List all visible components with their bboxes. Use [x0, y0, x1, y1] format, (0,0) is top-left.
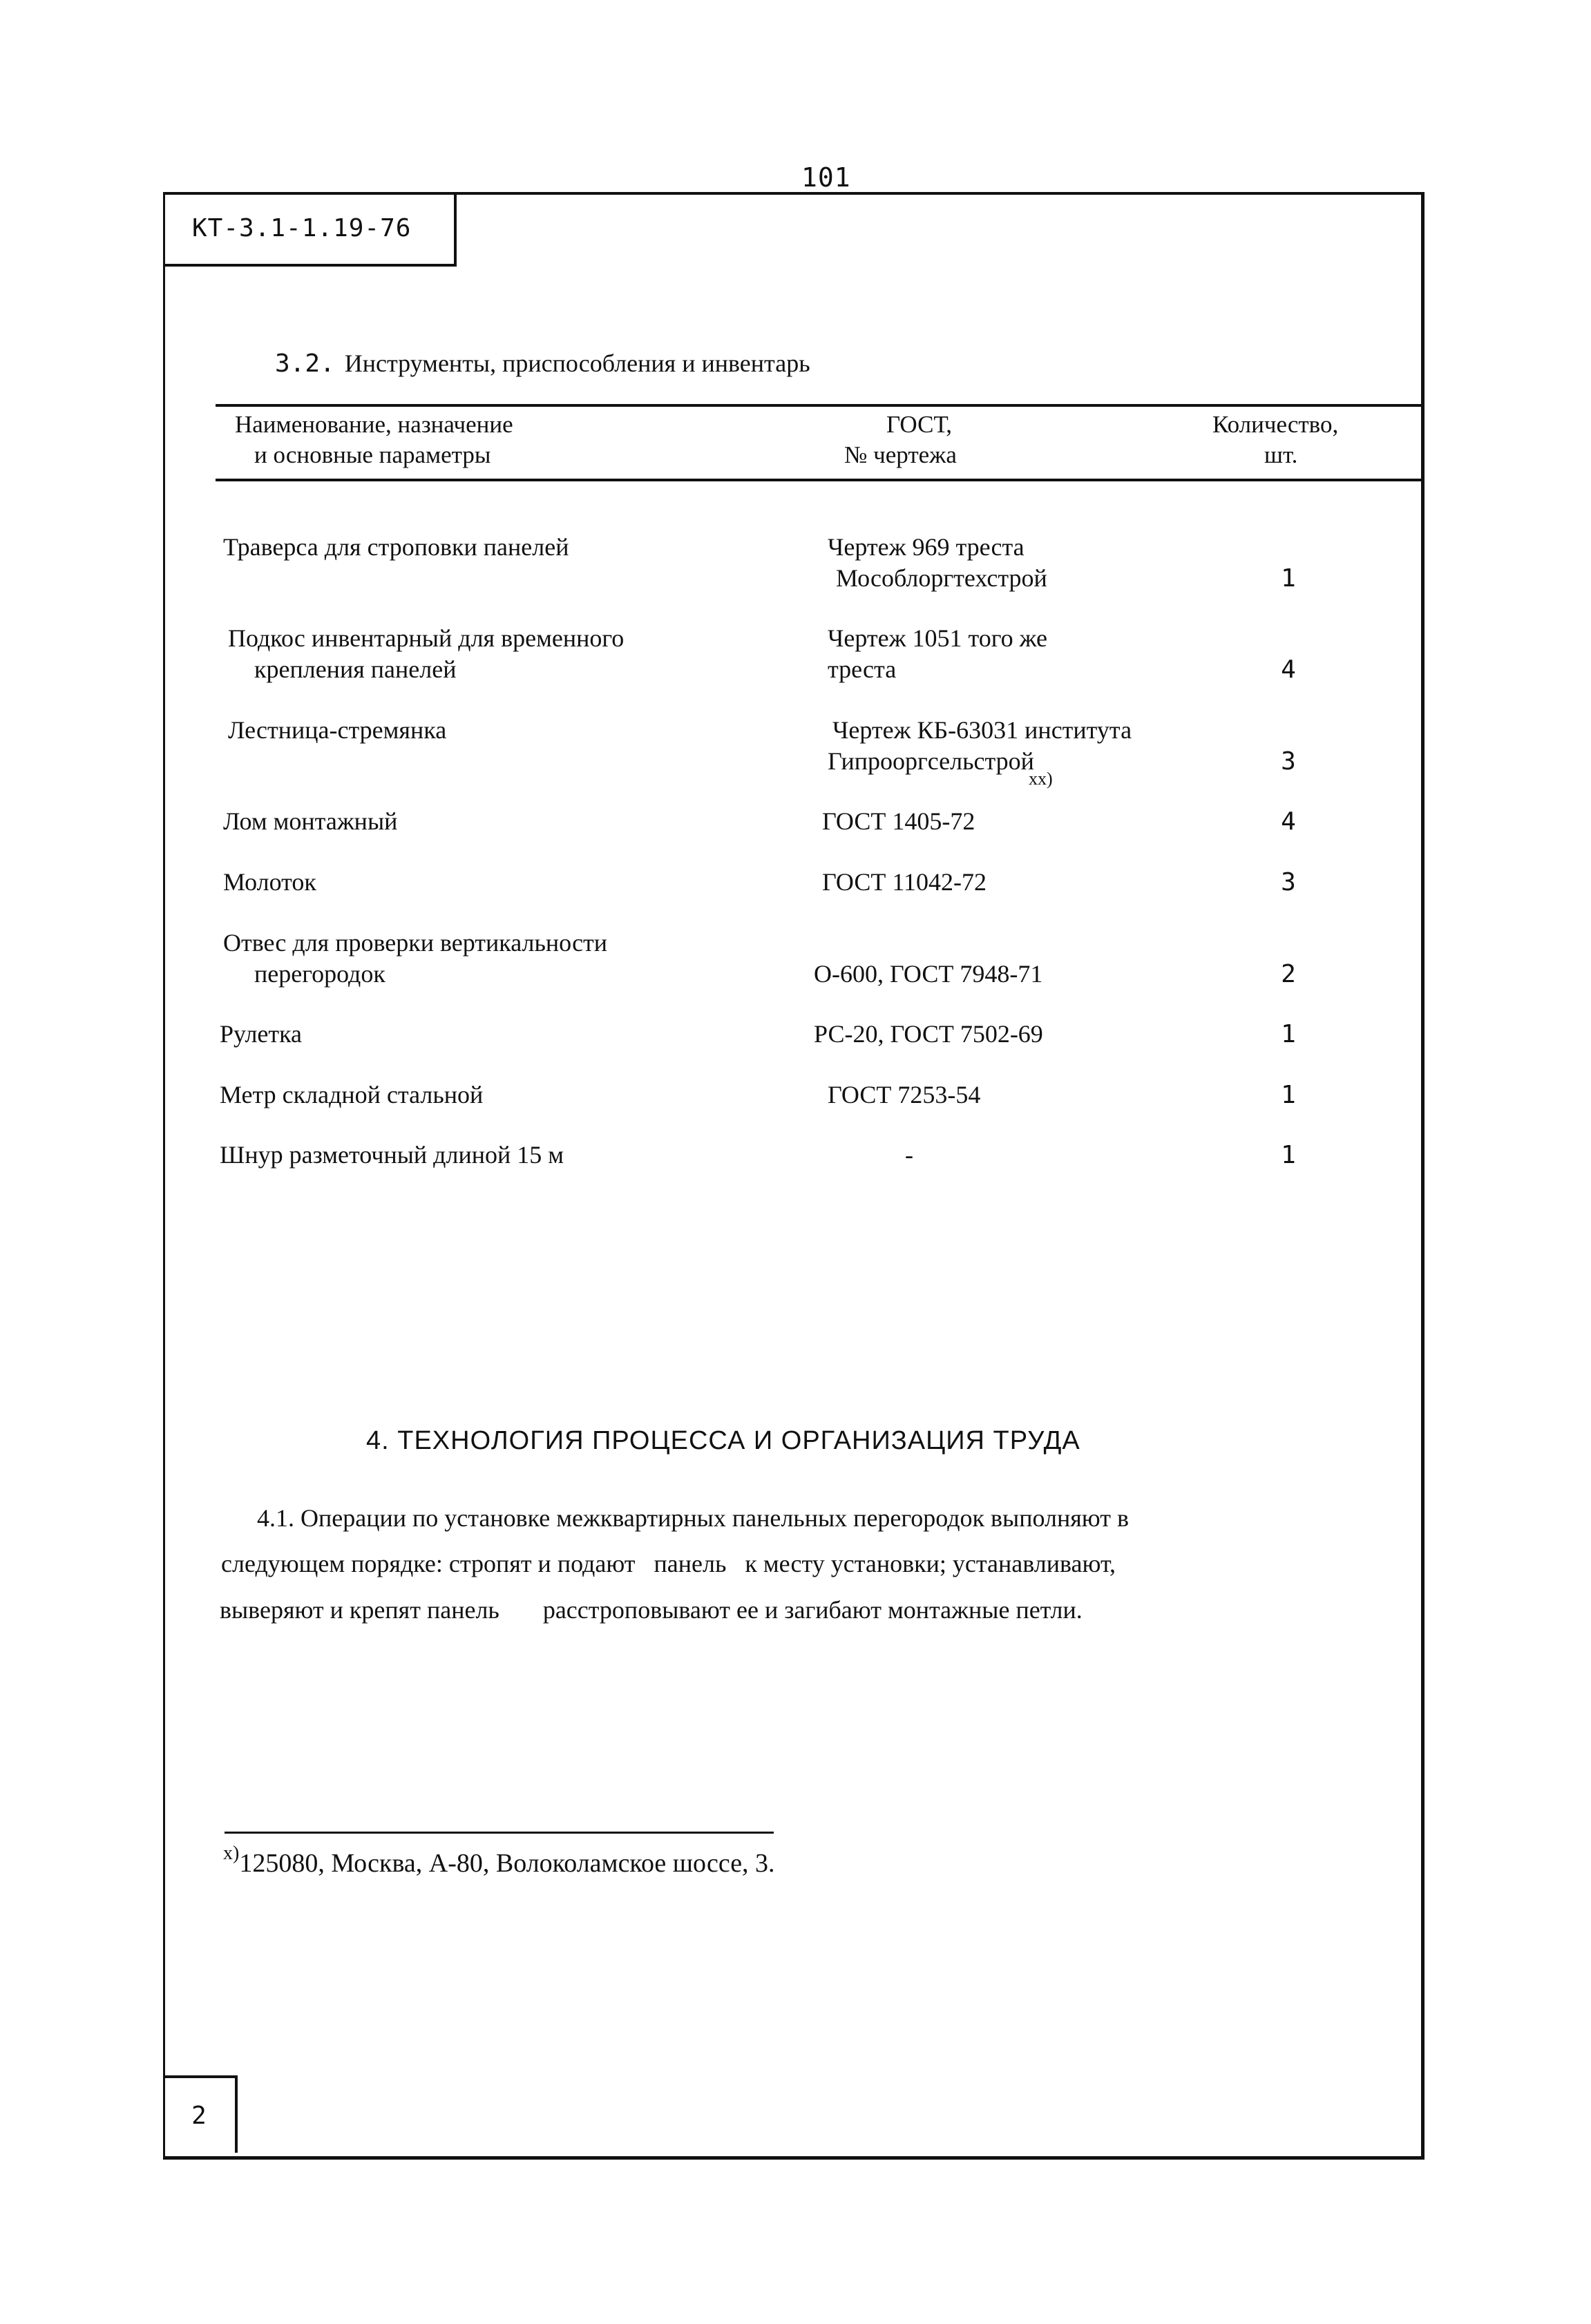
row-gost: ГОСТ 11042-72 — [822, 868, 987, 896]
header-gost-line2: № чертежа — [844, 441, 957, 468]
section-number: 3.2. — [275, 349, 335, 378]
row-qty: 2 — [1281, 960, 1296, 988]
document-code-stamp — [163, 192, 457, 267]
row-gost: ГОСТ 7253-54 — [828, 1081, 981, 1108]
paragraph-line: 4.1. Операции по установке межквартирных панельных перегородок выполняют в — [257, 1504, 1129, 1532]
row-gost — [828, 746, 1053, 789]
row-qty: 1 — [1281, 1141, 1296, 1169]
row-name: Подкос инвентарный для временного — [228, 624, 625, 652]
footnote-rule — [225, 1832, 774, 1834]
row-qty: 4 — [1281, 655, 1296, 684]
row-qty: 3 — [1281, 747, 1296, 776]
chapter-title: 4. ТЕХНОЛОГИЯ ПРОЦЕССА И ОРГАНИЗАЦИЯ ТРУДА — [366, 1426, 1080, 1455]
header-name-line2: и основные параметры — [254, 441, 491, 468]
section-heading — [275, 349, 810, 378]
row-gost: Мособлоргтехстрой — [836, 564, 1047, 592]
row-name: Молоток — [223, 868, 316, 896]
row-gost: О-600, ГОСТ 7948-71 — [814, 960, 1043, 988]
header-qty-line1: Количество, — [1212, 411, 1339, 438]
row-gost: ГОСТ 1405-72 — [822, 807, 975, 835]
paragraph-line: следующем порядке: стропят и подают панель к месту установки; устанавливают, — [221, 1550, 1116, 1577]
row-name: Траверса для строповки панелей — [223, 533, 569, 561]
row-name: Шнур разметочный длиной 15 м — [220, 1141, 564, 1169]
row-gost: Чертеж 1051 того же — [828, 624, 1047, 652]
footnote-mark: x) — [223, 1843, 240, 1864]
header-name-line1: Наименование, назначение — [235, 411, 513, 438]
paragraph-line: выверяют и крепят панель расстроповывают ее и загибают монтажные петли. — [220, 1596, 1083, 1624]
row-name: крепления панелей — [254, 655, 457, 683]
row-qty: 4 — [1281, 807, 1296, 836]
row-qty: 1 — [1281, 1020, 1296, 1048]
row-qty: 1 — [1281, 564, 1296, 593]
row-gost-text: Гипрооргсельстрой — [828, 747, 1034, 775]
row-gost: Чертеж 969 треста — [828, 533, 1025, 561]
row-name: Рулетка — [220, 1020, 303, 1048]
sheet-number-stamp — [163, 2075, 238, 2153]
sheet-number: 2 — [191, 2101, 207, 2130]
row-name: перегородок — [254, 960, 385, 988]
row-name: Метр складной стальной — [220, 1081, 484, 1108]
row-qty: 3 — [1281, 868, 1296, 896]
page-number: 101 — [801, 162, 851, 193]
row-gost: - — [905, 1141, 913, 1169]
row-qty: 1 — [1281, 1081, 1296, 1109]
row-gost: треста — [828, 655, 897, 683]
table-top-rule — [216, 404, 1422, 407]
footnote-text: 125080, Москва, А-80, Волоколамское шоссе, 3. — [239, 1849, 775, 1878]
table-header-rule — [216, 479, 1422, 481]
row-name: Лом монтажный — [223, 807, 398, 835]
document-code: КТ-3.1-1.19-76 — [192, 213, 412, 242]
footnote — [223, 1843, 775, 1879]
row-name: Отвес для проверки вертикальности — [223, 929, 608, 957]
footnote-reference: xx) — [1028, 769, 1053, 789]
header-gost-line1: ГОСТ, — [886, 411, 953, 438]
row-name: Лестница-стремянка — [228, 716, 447, 744]
row-gost: Чертеж КБ-63031 института — [832, 716, 1132, 744]
row-gost: РС-20, ГОСТ 7502-69 — [814, 1020, 1043, 1048]
section-title: Инструменты, приспособления и инвентарь — [344, 349, 810, 377]
header-qty-line2: шт. — [1264, 441, 1298, 468]
